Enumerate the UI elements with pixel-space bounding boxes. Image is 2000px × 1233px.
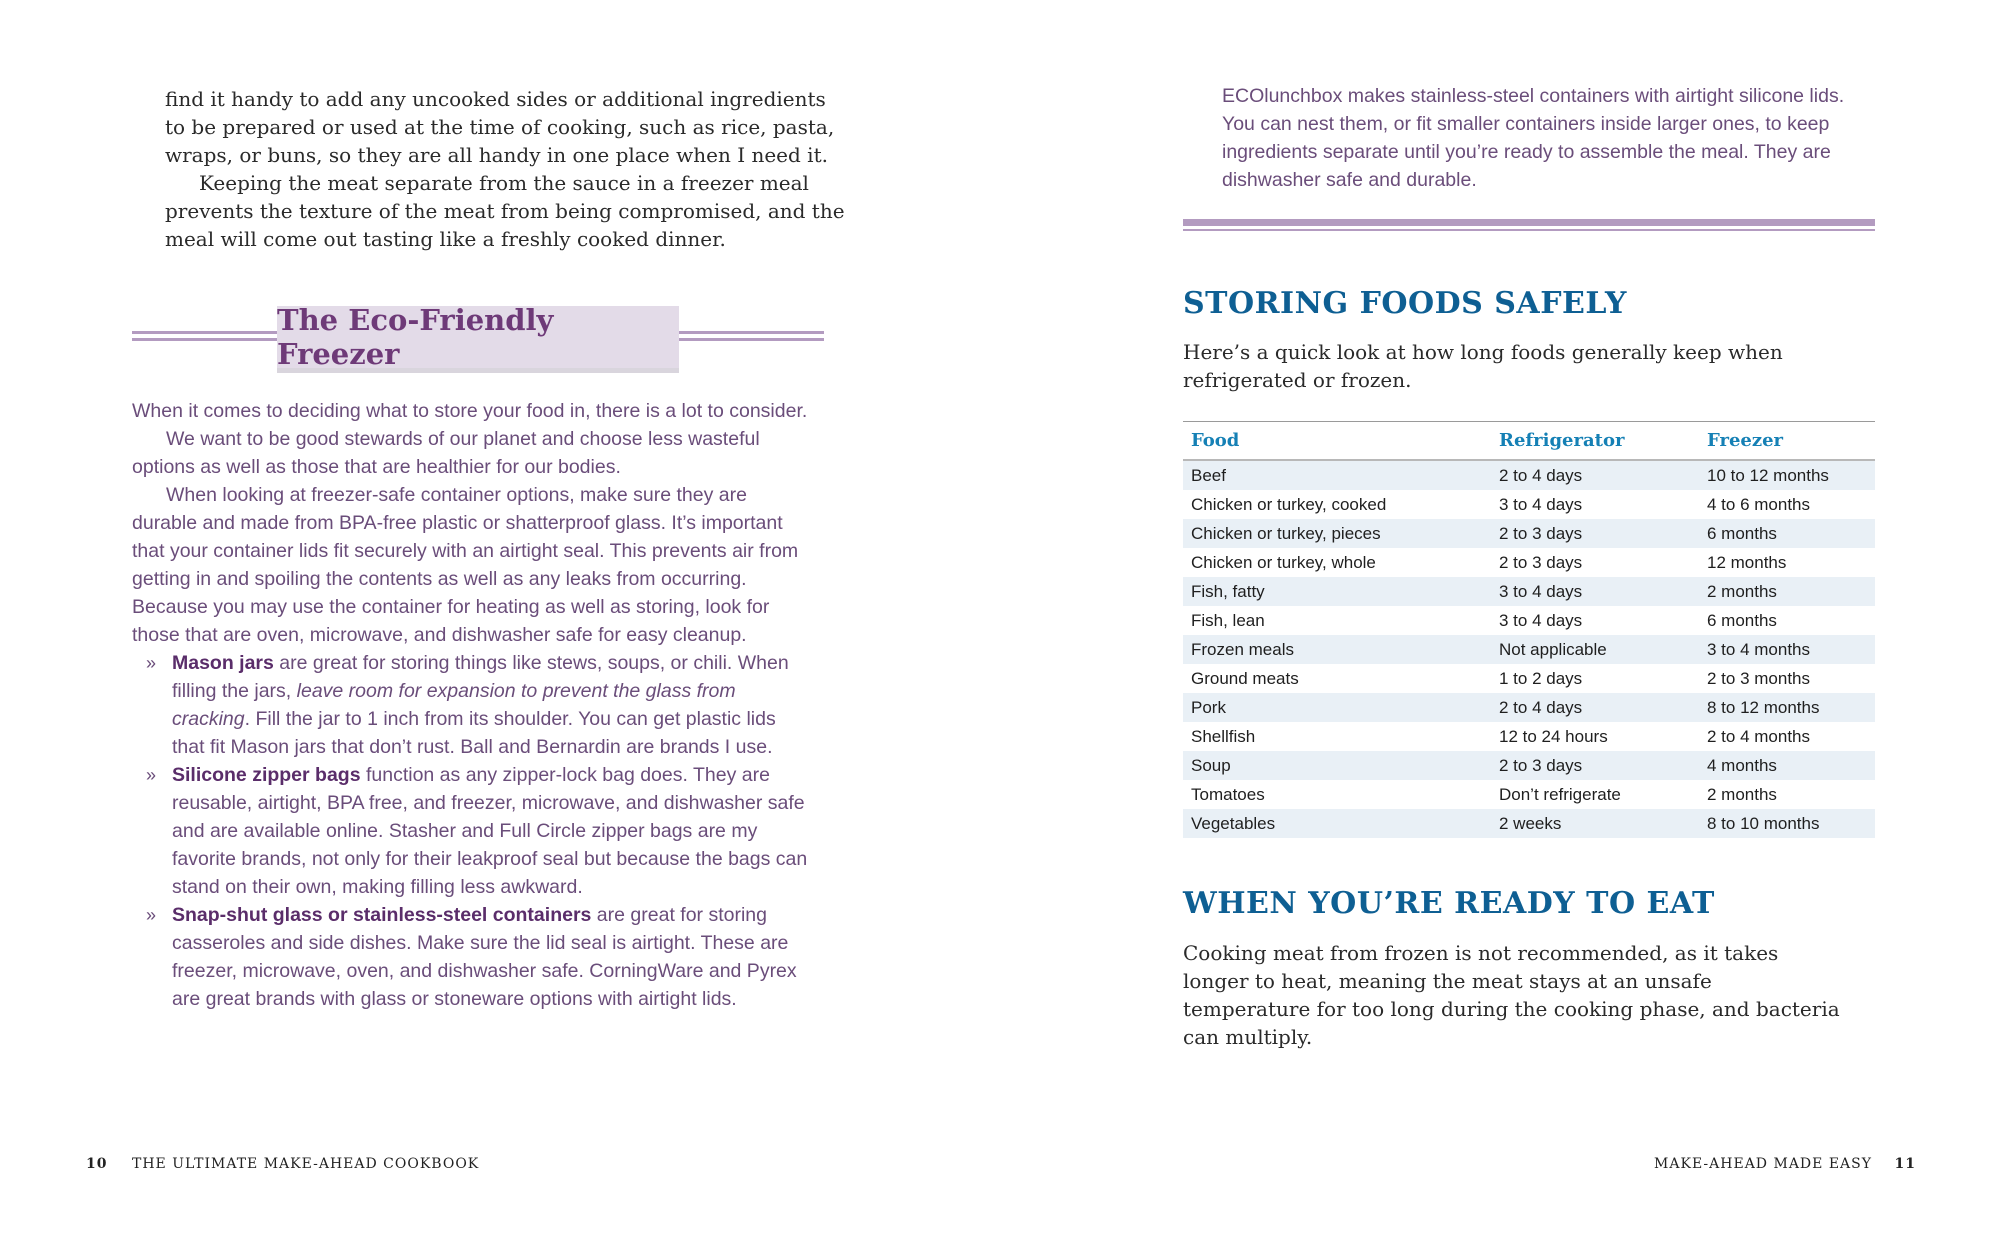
food-cell: Pork [1191, 697, 1226, 717]
table-body [1183, 460, 1875, 838]
food-cell: Shellfish [1191, 726, 1256, 746]
refrigerator-cell: 2 to 3 days [1499, 523, 1583, 543]
bullet-item-silicone-bags [132, 761, 812, 901]
bullet-marker-icon: » [146, 905, 157, 925]
refrigerator-cell: 2 to 3 days [1499, 552, 1583, 572]
food-cell: Soup [1191, 755, 1231, 775]
table-row [1183, 635, 1875, 664]
food-cell: Frozen meals [1191, 639, 1294, 659]
table-row [1183, 664, 1875, 693]
table-header-row [1183, 422, 1875, 461]
refrigerator-cell: 3 to 4 days [1499, 610, 1583, 630]
food-cell: Chicken or turkey, cooked [1191, 494, 1387, 514]
food-cell: Ground meats [1191, 668, 1299, 688]
eco-section-heading [132, 303, 824, 382]
table-row [1183, 809, 1875, 838]
table-row [1183, 519, 1875, 548]
eco-section-body [132, 397, 812, 1013]
header-refrigerator: Refrigerator [1499, 430, 1625, 451]
header-freezer: Freezer [1707, 430, 1784, 451]
header-food: Food [1191, 430, 1240, 451]
food-cell: Chicken or turkey, whole [1191, 552, 1376, 572]
bullet-text: function as any zipper-lock bag does. They are reusable, airtight, BPA free, and freezer, microwave, and dishwasher safe and are available online. Stasher and Full Circle zipper bags are my favorite brands, not only for their leakproof seal but because the bags can stand on their own, making filling less awkward. [172, 764, 808, 898]
food-cell: Tomatoes [1191, 784, 1265, 804]
storing-foods-heading: STORING FOODS SAFELY [1183, 286, 1627, 321]
refrigerator-cell: 3 to 4 days [1499, 494, 1583, 514]
eco-paragraph: When looking at freezer-safe container options, make sure they are durable and made from BPA-free plastic or shatterproof glass. It’s important that your container lids fit securely with an airtight seal. This prevents air from getting in and spoiling the contents as well as any leaks from occurring. Because you may use the container for heating as well as storing, look for those that are oven, microwave, and dishwasher safe for easy cleanup. [132, 484, 799, 646]
refrigerator-cell: Don’t refrigerate [1499, 784, 1621, 804]
refrigerator-cell: 12 to 24 hours [1499, 726, 1608, 746]
refrigerator-cell: 1 to 2 days [1499, 668, 1583, 688]
bullet-text: . Fill the jar to 1 inch from its shoulder. You can get plastic lids that fit Mason jars that don’t rust. Ball and Bernardin are brands I use. [172, 708, 776, 758]
refrigerator-cell: 2 weeks [1499, 813, 1562, 833]
bullet-text: are great for storing things like stews, soups, or chili. When filling the jars, [172, 652, 789, 702]
storing-intro-text: Here’s a quick look at how long foods generally keep when refrigerated or frozen. [1183, 340, 1783, 392]
table-row [1183, 751, 1875, 780]
bullet-term: Mason jars [172, 652, 274, 674]
intro-text-block [165, 85, 845, 253]
freezer-cell: 12 months [1707, 552, 1787, 572]
bullet-term: Snap-shut glass or stainless-steel containers [172, 904, 592, 926]
table-row [1183, 577, 1875, 606]
food-cell: Fish, fatty [1191, 581, 1265, 601]
eco-note-text: ECOlunchbox makes stainless-steel containers with airtight silicone lids. You can nest them, or fit smaller containers inside larger ones, to keep ingredients separate until you’re ready to assemble the meal. They are dishwasher safe and durable. [1222, 85, 1845, 191]
bullet-item-mason-jars [132, 649, 812, 761]
right-page [1000, 0, 2000, 1233]
table-row [1183, 460, 1875, 490]
freezer-cell: 2 months [1707, 581, 1777, 601]
table-row [1183, 606, 1875, 635]
food-cell: Chicken or turkey, pieces [1191, 523, 1381, 543]
table-row [1183, 693, 1875, 722]
sidebar-divider [1183, 219, 1875, 231]
freezer-cell: 8 to 12 months [1707, 697, 1820, 717]
bullet-marker-icon: » [146, 653, 157, 673]
container-bullet-list [132, 649, 812, 1013]
bullet-marker-icon: » [146, 765, 157, 785]
refrigerator-cell: Not applicable [1499, 639, 1607, 659]
table-row [1183, 490, 1875, 519]
freezer-cell: 8 to 10 months [1707, 813, 1820, 833]
storage-times-table [1183, 421, 1875, 838]
food-cell: Fish, lean [1191, 610, 1265, 630]
running-head: THE ULTIMATE MAKE-AHEAD COOKBOOK [132, 1156, 480, 1172]
intro-paragraph: Keeping the meat separate from the sauce in a freezer meal prevents the texture of the meat from being compromised, and the meal will come out tasting like a freshly cooked dinner. [165, 171, 845, 251]
freezer-cell: 2 to 4 months [1707, 726, 1811, 746]
freezer-cell: 6 months [1707, 610, 1777, 630]
bullet-italic-text: leave room for expansion to prevent the glass from cracking [172, 680, 736, 730]
intro-paragraph: find it handy to add any uncooked sides or additional ingredients to be prepared or used at the time of cooking, such as rice, pasta, wraps, or buns, so they are all handy in one place when I need it. [165, 87, 835, 167]
refrigerator-cell: 2 to 4 days [1499, 465, 1583, 485]
heading-rule-left [132, 331, 277, 341]
page-number: 11 [1894, 1156, 1916, 1172]
freezer-cell: 10 to 12 months [1707, 465, 1829, 485]
freezer-cell: 2 months [1707, 784, 1777, 804]
refrigerator-cell: 2 to 3 days [1499, 755, 1583, 775]
refrigerator-cell: 2 to 4 days [1499, 697, 1583, 717]
freezer-cell: 3 to 4 months [1707, 639, 1811, 659]
freezer-cell: 6 months [1707, 523, 1777, 543]
table-row [1183, 722, 1875, 751]
bullet-term: Silicone zipper bags [172, 764, 361, 786]
freezer-cell: 4 to 6 months [1707, 494, 1811, 514]
eco-paragraph: We want to be good stewards of our planet and choose less wasteful options as well as those that are healthier for our bodies. [132, 428, 760, 478]
refrigerator-cell: 3 to 4 days [1499, 581, 1583, 601]
bullet-text: are great for storing casseroles and side dishes. Make sure the lid seal is airtight. These are freezer, microwave, oven, and dishwasher safe. CorningWare and Pyrex are great brands with glass or stoneware options with airtight lids. [172, 904, 797, 1010]
freezer-cell: 4 months [1707, 755, 1777, 775]
freezer-cell: 2 to 3 months [1707, 668, 1811, 688]
running-head: MAKE-AHEAD MADE EASY [1654, 1156, 1872, 1172]
ready-to-eat-heading: WHEN YOU’RE READY TO EAT [1183, 886, 1715, 921]
page-number: 10 [86, 1156, 108, 1172]
heading-rule-right [679, 331, 824, 341]
eco-heading-label: The Eco-Friendly Freezer [277, 306, 679, 373]
bullet-item-snap-shut-containers [132, 901, 812, 1013]
ready-to-eat-text: Cooking meat from frozen is not recommended, as it takes longer to heat, meaning the meat stays at an unsafe temperature for too long during the cooking phase, and bacteria can multiply. [1183, 941, 1840, 1049]
food-cell: Beef [1191, 465, 1226, 485]
food-cell: Vegetables [1191, 813, 1276, 833]
table-row [1183, 780, 1875, 809]
eco-paragraph: When it comes to deciding what to store your food in, there is a lot to consider. [132, 400, 808, 422]
table-row [1183, 548, 1875, 577]
